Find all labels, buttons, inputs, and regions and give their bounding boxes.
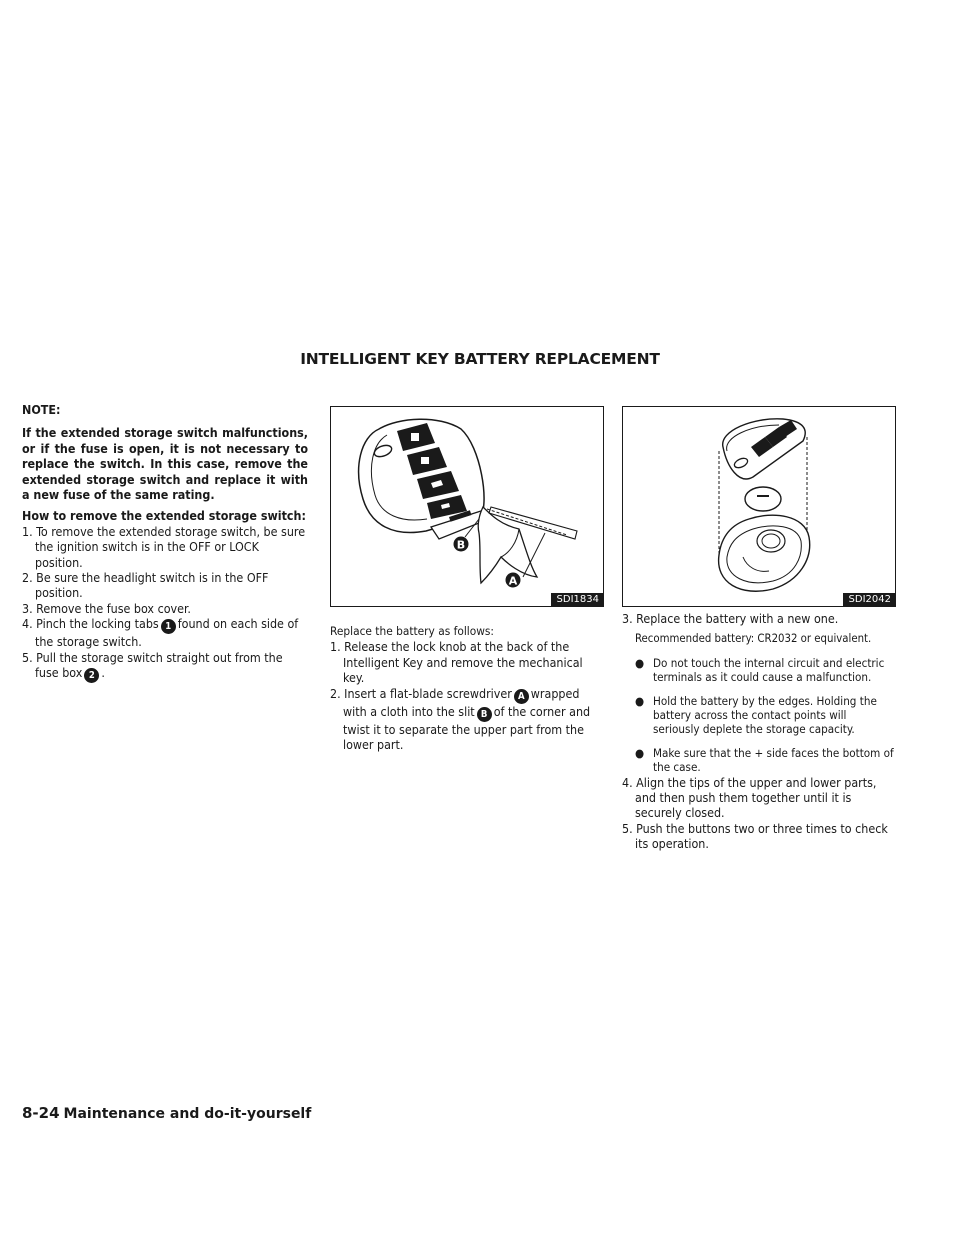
figure-code: SDI1834: [551, 593, 603, 606]
right-step-4: 4. Align the tips of the upper and lower parts, and then push them together until it is securely closed.: [622, 774, 877, 821]
chapter-title: Maintenance and do-it-yourself: [63, 1106, 312, 1122]
left-step-5-text-end: .: [101, 665, 105, 681]
note-label: NOTE:: [22, 402, 61, 417]
bullet-item: [635, 746, 894, 775]
middle-step-2-text: 2. Insert a flat-blade screwdriver: [330, 685, 512, 701]
bullet-item: [635, 694, 894, 737]
key-fob-screwdriver-illustration: [331, 407, 603, 606]
right-step-3: 3. Replace the battery with a new one.: [622, 611, 839, 626]
bullet-icon: ●: [635, 745, 645, 760]
left-step-5-text: 5. Pull the storage switch straight out from the fuse box: [22, 649, 283, 681]
callout-marker-a: A: [514, 689, 529, 704]
middle-intro: Replace the battery as follows:: [330, 624, 494, 638]
bullet-icon: ●: [635, 655, 645, 670]
figure-label-a: A: [508, 574, 518, 588]
left-step-4-text: 4. Pinch the locking tabs: [22, 616, 159, 632]
figure-battery-case: [622, 406, 896, 607]
middle-step-2: [330, 686, 602, 753]
page-footer: [22, 1104, 311, 1122]
left-step-4: [22, 616, 308, 649]
middle-step-2-text-mid: wrapped with a cloth into the slit: [343, 685, 580, 719]
callout-marker-2: 2: [84, 668, 99, 683]
right-column: [622, 611, 894, 852]
bullet-item: [635, 656, 894, 685]
bullet-text: Do not touch the internal circuit and electric terminals as it could cause a malfunction.: [653, 655, 885, 685]
left-step-5: [22, 650, 308, 683]
middle-step-1: 1. Release the lock knob at the back of the Intelligent Key and remove the mechanical key.: [330, 639, 583, 686]
middle-step-2-text-end: of the corner and twist it to separate the upper part from the lower part.: [343, 703, 591, 753]
figure-label-b: B: [456, 538, 466, 552]
right-step-5: 5. Push the buttons two or three times to check its operation.: [622, 820, 888, 852]
key-fob-battery-illustration: [623, 407, 895, 606]
recommended-battery: Recommended battery: CR2032 or equivalent.: [635, 632, 872, 646]
bullet-text: Make sure that the + side faces the bottom of the case.: [653, 745, 894, 775]
left-step-2: 2. Be sure the headlight switch is in the OFF position.: [22, 570, 269, 601]
left-step-4-text-end: found on each side of the storage switch.: [35, 616, 299, 650]
section-title: INTELLIGENT KEY BATTERY REPLACEMENT: [300, 350, 660, 368]
figure-code: SDI2042: [843, 593, 895, 606]
left-column: [22, 402, 308, 683]
howto-title: How to remove the extended storage switch:: [22, 508, 306, 524]
bullet-text: Hold the battery by the edges. Holding the battery across the contact points will seriously deplete the storage capacity.: [653, 693, 877, 737]
left-step-1: 1. To remove the extended storage switch, be sure the ignition switch is in the OFF or LOCK position.: [22, 523, 306, 570]
note-text: If the extended storage switch malfunctions, or if the fuse is open, it is not necessary to replace the switch. In this case, remove the extended storage switch and replace it with a new fuse of the same rating.: [22, 425, 308, 503]
left-step-3: 3. Remove the fuse box cover.: [22, 600, 191, 616]
middle-column: [330, 624, 602, 752]
figure-key-opening: [330, 406, 604, 607]
bullet-icon: ●: [635, 693, 645, 708]
page-number: 8-24: [22, 1104, 60, 1122]
callout-marker-1: 1: [161, 619, 176, 634]
callout-marker-b: B: [477, 707, 492, 722]
